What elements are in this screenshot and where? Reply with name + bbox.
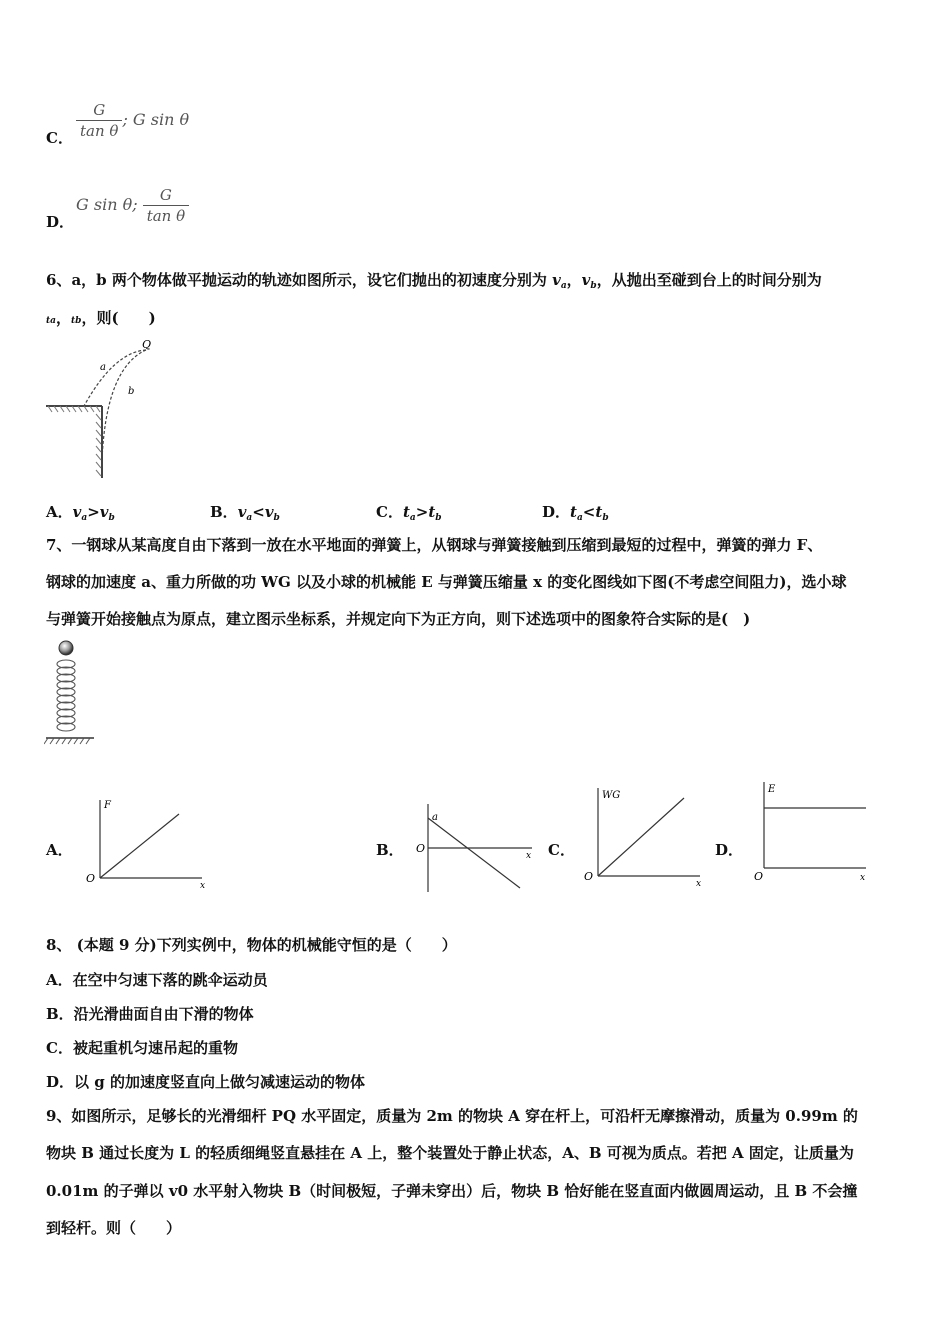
q9-stem-line2: 物块 B 通过长度为 L 的轻质细绳竖直悬挂在 A 上，整个装置处于静止状态，A、B 可视为质点。若把 A 固定，让质量为 xyxy=(46,1144,854,1162)
q5-c-rest: ; G sin θ xyxy=(122,110,190,129)
q6-option-a-right-sub: b xyxy=(108,513,115,523)
q7-graph-d xyxy=(750,778,872,884)
spring-coils xyxy=(57,660,75,731)
q6-option-c-left-sub: a xyxy=(409,513,416,523)
q6-stem-text-2: ，从抛出至碰到台上的时间分别为 xyxy=(596,271,822,289)
q7-spring-figure xyxy=(44,638,98,748)
q7-stem-line2: 钢球的加速度 a、重力所做的功 WG 以及小球的机械能 E 与弹簧压缩量 x 的变化图线如下图(不考虑空间阻力)，选小球 xyxy=(46,573,847,591)
q6-option-b[interactable] xyxy=(210,502,280,528)
graph-a-y-label: F xyxy=(104,800,111,811)
q6-option-c-op: > xyxy=(415,503,429,521)
q5-d-left: G sin θ; xyxy=(76,195,138,214)
q6-option-a-right: v xyxy=(99,503,109,521)
q8-option-c[interactable]: C．被起重机匀速吊起的重物 xyxy=(46,1039,238,1057)
q7-option-c-label[interactable]: C． xyxy=(548,841,575,859)
q6-option-b-left: v xyxy=(237,503,247,521)
q6-option-d-op: < xyxy=(582,503,596,521)
q5-option-c-label: C． xyxy=(46,129,73,147)
q6-ta: ta xyxy=(46,316,56,326)
graph-b-y-label: a xyxy=(432,812,438,823)
q6-va-sub: a xyxy=(560,281,567,291)
graph-c-origin: O xyxy=(584,870,594,883)
q6-tb: tb xyxy=(71,316,82,326)
q6-stem-line2 xyxy=(46,308,156,331)
q7-option-b-label[interactable]: B． xyxy=(376,841,404,859)
q6-option-a[interactable] xyxy=(46,502,115,528)
q5-option-d-label: D． xyxy=(46,213,75,231)
trajectory-b xyxy=(102,350,146,460)
q5-c-fraction xyxy=(76,100,122,141)
graph-a-x-label: x xyxy=(200,881,206,891)
q6-stem-end: ，则( ) xyxy=(81,309,156,327)
q5-d-fraction xyxy=(143,185,189,226)
graph-b-x-label: x xyxy=(526,851,532,861)
q6-option-d-right: t xyxy=(595,503,603,521)
q7-stem-line3: 与弹簧开始接触点为原点，建立图示坐标系，并规定向下为正方向，则下述选项中的图象符合实际的是( ) xyxy=(46,610,751,628)
q6-option-b-right: v xyxy=(264,503,274,521)
q6-option-d-right-sub: b xyxy=(602,513,609,523)
graph-a-line xyxy=(100,814,179,878)
q5-c-numerator: G xyxy=(76,100,122,121)
label-b: b xyxy=(128,386,135,397)
q6-option-d-label: D． xyxy=(542,503,571,521)
graph-a-origin: O xyxy=(86,872,96,885)
q6-option-c-label: C． xyxy=(376,503,403,521)
q9-stem-line1: 9、如图所示，足够长的光滑细杆 PQ 水平固定，质量为 2m 的物块 A 穿在杆上，可沿杆无摩擦滑动，质量为 0.99m 的 xyxy=(46,1107,858,1125)
q6-option-d-left-sub: a xyxy=(576,513,583,523)
q6-option-a-op: > xyxy=(87,503,100,521)
q6-option-d[interactable] xyxy=(542,502,609,528)
q6-stem-line1 xyxy=(46,270,822,296)
q9-stem-line4: 到轻杆。则（ ） xyxy=(46,1219,182,1237)
q6-option-c-right: t xyxy=(428,503,436,521)
label-a: a xyxy=(100,362,106,373)
wall-hatching xyxy=(96,414,101,476)
ground-hatching xyxy=(44,738,90,744)
q6-option-a-left-sub: a xyxy=(81,513,88,523)
q7-option-d-label[interactable]: D． xyxy=(715,841,744,859)
q6-option-c-left: t xyxy=(402,503,410,521)
q6-vb-sub: b xyxy=(590,281,597,291)
q7-graph-c xyxy=(582,786,706,892)
q6-option-a-left: v xyxy=(72,503,82,521)
q6-trajectory-figure xyxy=(44,338,164,483)
graph-d-y-label: E xyxy=(768,784,776,795)
graph-c-line xyxy=(598,798,684,876)
q8-option-d[interactable]: D．以 g 的加速度竖直向上做匀减速运动的物体 xyxy=(46,1073,365,1091)
q6-number: 6、 xyxy=(46,271,72,289)
label-q: Q xyxy=(142,338,152,351)
q6-option-c-right-sub: b xyxy=(435,513,442,523)
graph-d-origin: O xyxy=(754,870,764,883)
q6-option-d-left: t xyxy=(570,503,577,521)
graph-c-x-label: x xyxy=(696,879,702,889)
q6-vb: v xyxy=(581,271,591,289)
q6-option-c[interactable] xyxy=(376,502,442,528)
q7-option-a-label[interactable]: A． xyxy=(46,841,73,859)
q5-c-denominator: tan θ xyxy=(80,122,119,140)
q6-stem-text: a，b 两个物体做平抛运动的轨迹如图所示，设它们抛出的初速度分别为 xyxy=(71,271,553,289)
q7-graph-b xyxy=(412,800,538,894)
trajectory-a xyxy=(84,350,146,406)
q6-sep: ， xyxy=(566,271,582,289)
q8-option-a[interactable]: A．在空中匀速下落的跳伞运动员 xyxy=(46,971,268,989)
q6-option-b-label: B． xyxy=(210,503,238,521)
graph-b-origin: O xyxy=(416,842,426,855)
q5-d-denominator: tan θ xyxy=(146,207,186,225)
q6-option-a-label: A． xyxy=(46,503,73,521)
steel-ball xyxy=(59,641,73,655)
q7-graph-a xyxy=(84,796,214,894)
graph-c-y-label: WG xyxy=(602,790,621,801)
graph-b-line xyxy=(428,818,520,888)
q6-option-b-right-sub: b xyxy=(273,513,280,523)
q9-stem-line3: 0.01m 的子弹以 v0 水平射入物块 B（时间极短，子弹未穿出）后，物块 B 恰好能在竖直面内做圆周运动，且 B 不会撞 xyxy=(46,1182,858,1200)
q6-sep-2: ， xyxy=(56,309,72,327)
graph-d-x-label: x xyxy=(860,873,866,883)
q8-stem: 8、 (本题 9 分)下列实例中，物体的机械能守恒的是（ ） xyxy=(46,936,457,954)
q6-option-b-op: < xyxy=(252,503,265,521)
q6-option-b-left-sub: a xyxy=(246,513,253,523)
q5-option-c-formula xyxy=(76,100,189,141)
q6-va: v xyxy=(552,271,561,289)
q5-d-numerator: G xyxy=(143,185,189,206)
q8-option-b[interactable]: B．沿光滑曲面自由下滑的物体 xyxy=(46,1005,254,1023)
q7-stem-line1: 7、一钢球从某高度自由下落到一放在水平地面的弹簧上，从钢球与弹簧接触到压缩到最短的过程中，弹簧的弹力 F、 xyxy=(46,536,823,554)
q5-option-d-formula xyxy=(76,185,189,226)
